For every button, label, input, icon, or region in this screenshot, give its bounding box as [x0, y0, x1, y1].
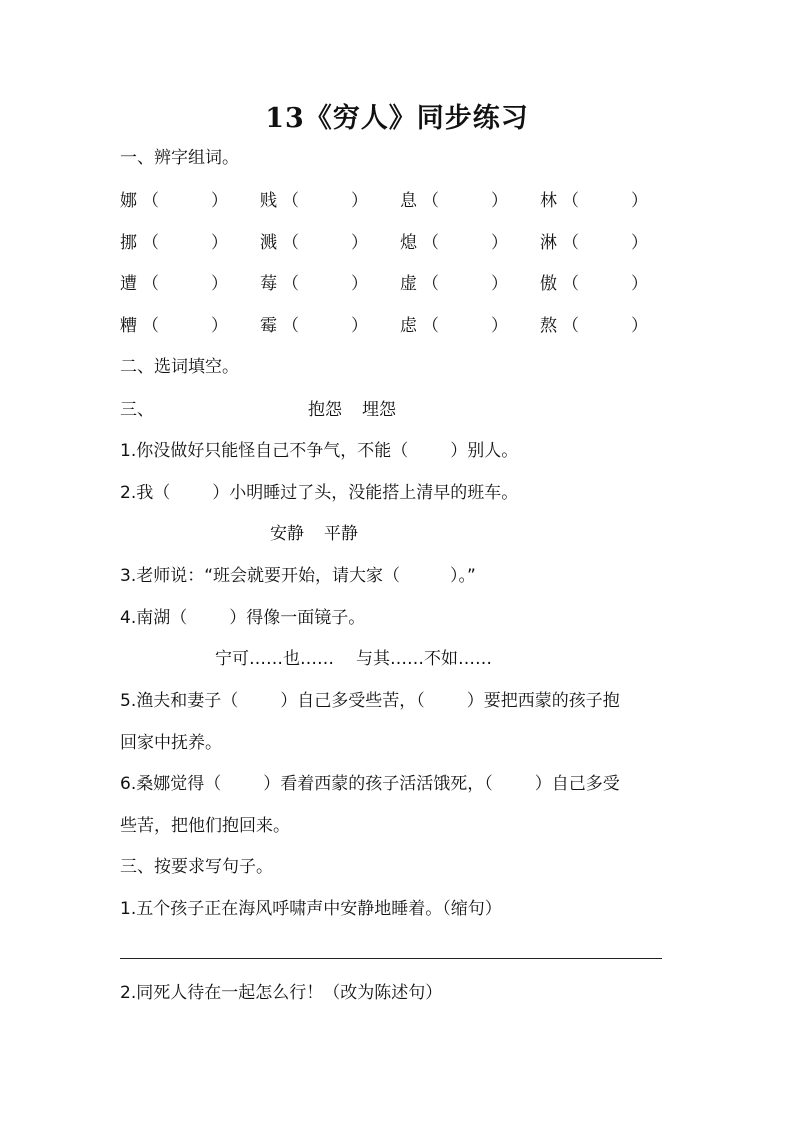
grid-character: 虑	[400, 316, 417, 336]
open-paren: （	[562, 233, 579, 253]
question-2-2: 2.我（ ）小明睡过了头，没能搭上清早的班车。	[120, 483, 519, 503]
option-baoyuan: 抱怨	[308, 400, 342, 420]
word-grid-cell	[540, 272, 648, 296]
option-pingjing: 平静	[324, 524, 358, 544]
close-paren: ）	[211, 233, 228, 253]
open-paren: （	[562, 274, 579, 294]
open-paren: （	[142, 191, 159, 211]
section1-heading: 一、辨字组词。	[120, 148, 239, 168]
group3-options	[215, 647, 492, 671]
word-grid-cell	[400, 314, 508, 338]
word-grid-cell	[260, 189, 368, 213]
grid-character: 熄	[400, 233, 417, 253]
grid-character: 霉	[260, 316, 277, 336]
word-grid-cell	[120, 231, 228, 255]
question-2-6-cont: 些苦，把他们抱回来。	[120, 816, 290, 836]
option-maiyuan: 埋怨	[362, 400, 396, 420]
question-2-6: 6.桑娜觉得（ ）看着西蒙的孩子活活饿死，（ ）自己多受	[120, 774, 620, 794]
open-paren: （	[282, 233, 299, 253]
close-paren: ）	[491, 233, 508, 253]
question-2-1: 1.你没做好只能怪自己不争气，不能（ ）别人。	[120, 441, 519, 461]
grid-character: 淋	[540, 233, 557, 253]
close-paren: ）	[631, 274, 648, 294]
open-paren: （	[562, 191, 579, 211]
option-anjing: 安静	[270, 524, 304, 544]
close-paren: ）	[211, 191, 228, 211]
question-3-2: 2.同死人待在一起怎么行！（改为陈述句）	[120, 983, 443, 1003]
group1-options	[308, 398, 396, 422]
word-grid-cell	[260, 231, 368, 255]
grid-character: 挪	[120, 233, 137, 253]
word-grid-cell	[400, 189, 508, 213]
word-grid-cell	[540, 314, 648, 338]
option-ningke: 宁可……也……	[215, 649, 334, 669]
grid-character: 林	[540, 191, 557, 211]
open-paren: （	[422, 191, 439, 211]
open-paren: （	[422, 233, 439, 253]
word-grid-cell	[120, 189, 228, 213]
word-grid-cell	[260, 272, 368, 296]
word-grid-row	[120, 189, 680, 213]
question-3-1: 1.五个孩子正在海风呼啸声中安静地睡着。（缩句）	[120, 899, 502, 919]
open-paren: （	[282, 191, 299, 211]
question-2-5-cont: 回家中抚养。	[120, 733, 222, 753]
group1-prefix: 三、	[120, 400, 154, 420]
page-title: 13《穷人》同步练习	[265, 103, 529, 134]
question-2-4: 4.南湖（ ）得像一面镜子。	[120, 608, 366, 628]
question-2-5: 5.渔夫和妻子（ ）自己多受些苦，（ ）要把西蒙的孩子抱	[120, 691, 620, 711]
open-paren: （	[562, 316, 579, 336]
close-paren: ）	[631, 233, 648, 253]
close-paren: ）	[631, 316, 648, 336]
close-paren: ）	[351, 274, 368, 294]
close-paren: ）	[351, 316, 368, 336]
option-yuqi: 与其……不如……	[356, 649, 492, 669]
close-paren: ）	[211, 316, 228, 336]
close-paren: ）	[491, 316, 508, 336]
grid-character: 虚	[400, 274, 417, 294]
close-paren: ）	[631, 191, 648, 211]
section3-heading: 三、按要求写句子。	[120, 857, 273, 877]
word-grid-cell	[120, 314, 228, 338]
close-paren: ）	[351, 191, 368, 211]
word-grid-cell	[400, 272, 508, 296]
word-grid-row	[120, 272, 680, 296]
open-paren: （	[142, 274, 159, 294]
grid-character: 傲	[540, 274, 557, 294]
open-paren: （	[142, 233, 159, 253]
open-paren: （	[282, 316, 299, 336]
grid-character: 莓	[260, 274, 277, 294]
answer-line[interactable]	[120, 958, 662, 959]
open-paren: （	[282, 274, 299, 294]
word-grid-cell	[540, 189, 648, 213]
close-paren: ）	[491, 191, 508, 211]
grid-character: 遭	[120, 274, 137, 294]
grid-character: 息	[400, 191, 417, 211]
open-paren: （	[422, 274, 439, 294]
close-paren: ）	[211, 274, 228, 294]
word-grid-cell	[400, 231, 508, 255]
word-grid-cell	[120, 272, 228, 296]
word-grid-row	[120, 314, 680, 338]
question-2-3: 3.老师说：“班会就要开始，请大家（ ）。”	[120, 566, 476, 586]
close-paren: ）	[491, 274, 508, 294]
grid-character: 熬	[540, 316, 557, 336]
open-paren: （	[142, 316, 159, 336]
section2-heading: 二、选词填空。	[120, 357, 239, 377]
grid-character: 溅	[260, 233, 277, 253]
grid-character: 糟	[120, 316, 137, 336]
word-grid-cell	[260, 314, 368, 338]
word-grid-cell	[540, 231, 648, 255]
group2-options	[270, 522, 358, 546]
grid-character: 娜	[120, 191, 137, 211]
open-paren: （	[422, 316, 439, 336]
close-paren: ）	[351, 233, 368, 253]
word-grid-row	[120, 231, 680, 255]
grid-character: 贱	[260, 191, 277, 211]
